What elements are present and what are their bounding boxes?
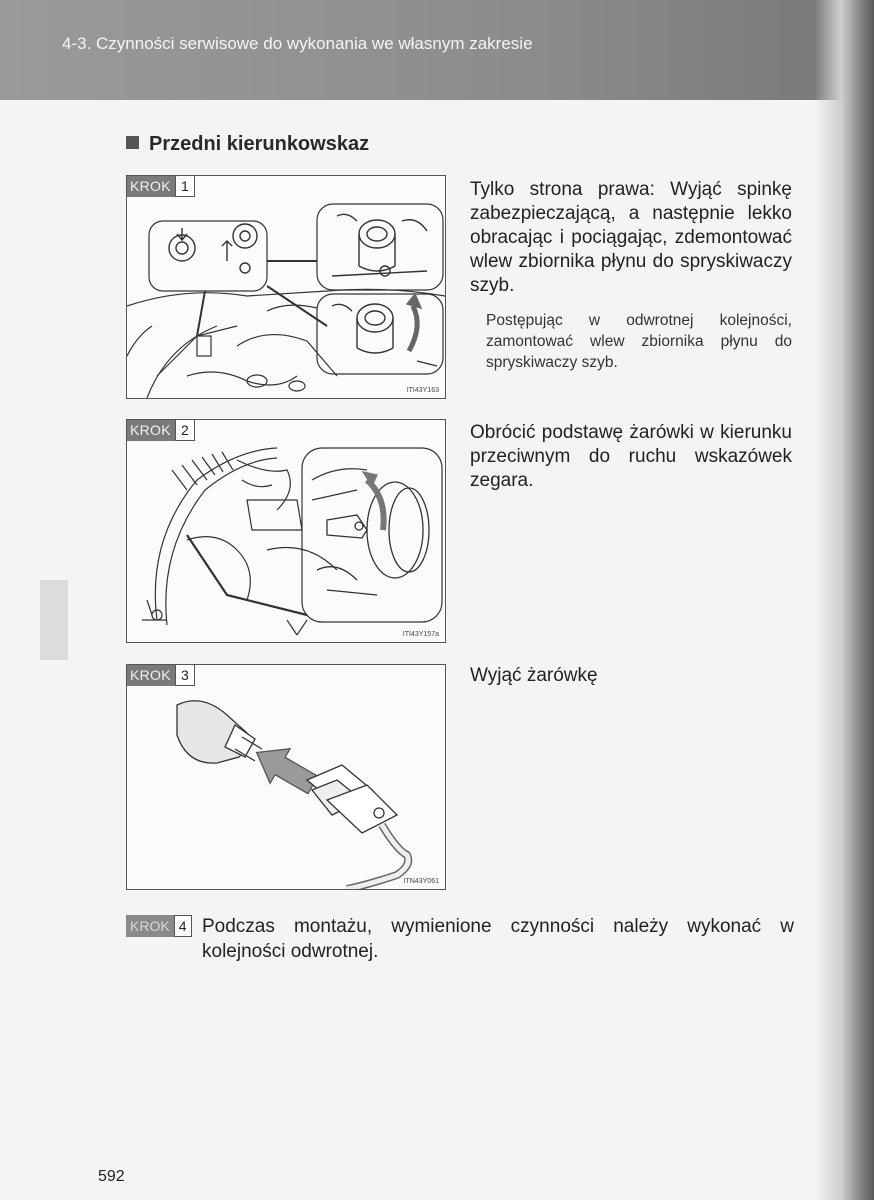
step2-text: Obrócić podstawę żarówki w kierunku przeciwnym do ruchu wskazówek zegara. <box>470 422 792 491</box>
bulb-removal-illustration <box>127 665 445 889</box>
step2-figure <box>126 419 446 643</box>
margin-mark <box>40 580 68 660</box>
step1-note: Postępując w odwrotnej kolejności, zamontować wlew zbiornika płynu do spryskiwaczy szyb. <box>486 312 792 371</box>
square-bullet-icon <box>126 136 139 149</box>
figure-code: ITN43Y061 <box>403 878 439 885</box>
headlight-bulb-illustration <box>127 420 445 642</box>
step3-badge: KROK 3 <box>126 664 195 686</box>
figure-code: ITI43Y157a <box>402 631 439 638</box>
page-edge-shadow <box>814 0 874 1200</box>
step4-badge: KROK 4 <box>126 915 192 937</box>
step2-badge: KROK 2 <box>126 419 195 441</box>
step4-text: Podczas montażu, wymienione czynności należy wykonać w kolejności odwrotnej. <box>202 916 794 962</box>
page-number: 592 <box>98 1168 125 1185</box>
step1-figure <box>126 175 446 399</box>
figure-code: ITI43Y163 <box>406 387 439 394</box>
breadcrumb: 4-3. Czynności serwisowe do wykonania we własnym zakresie <box>62 34 533 53</box>
step3-figure <box>126 664 446 890</box>
page-header-bar <box>0 0 874 100</box>
section-title <box>126 133 369 156</box>
section-title-text: Przedni kierunkowskaz <box>149 133 370 155</box>
step1-badge: KROK 1 <box>126 175 195 197</box>
step1-text: Tylko strona prawa: Wyjąć spinkę zabezpieczającą, a następnie lekko obracając i pociągając, zdemontować wlew zbiornika płynu do spryskiwaczy szyb. <box>470 179 792 296</box>
washer-filler-illustration <box>127 176 445 398</box>
step3-text: Wyjąć żarówkę <box>470 665 598 686</box>
step4 <box>126 914 192 937</box>
